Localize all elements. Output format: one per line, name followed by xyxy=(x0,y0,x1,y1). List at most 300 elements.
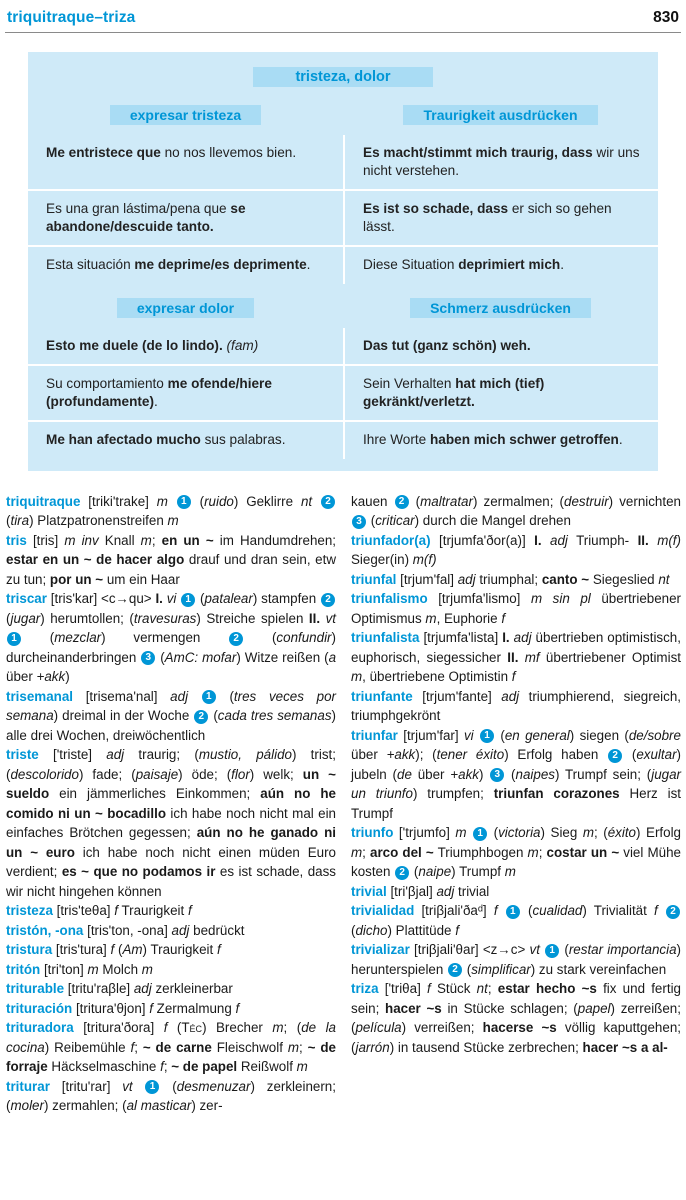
text-run: vt xyxy=(122,1078,133,1094)
text-run: ; xyxy=(151,532,162,548)
text-run: übertriebener Optimist xyxy=(539,649,681,665)
sense-number: 1 xyxy=(7,632,21,646)
text-run: ) Witze reißen ( xyxy=(236,649,329,665)
text-run: nt xyxy=(476,981,488,996)
text-run: adj xyxy=(170,688,189,704)
example-row xyxy=(28,135,658,189)
text-run: ) Reibemühle xyxy=(44,1039,131,1055)
spanish-example xyxy=(28,420,343,459)
text-run: m xyxy=(140,532,152,548)
sense-number: 2 xyxy=(395,495,409,509)
text-run: adj xyxy=(436,883,455,899)
text-run: jugar un triunfo xyxy=(351,766,681,801)
entry-continuation xyxy=(351,492,681,531)
text-run: vt xyxy=(529,942,540,957)
text-run: +akk xyxy=(450,766,479,782)
text-run: f xyxy=(163,1020,168,1035)
text-run: se abandone/descuide tanto. xyxy=(46,201,246,234)
text-run: Zermalmung xyxy=(152,1000,236,1016)
german-example xyxy=(343,245,658,284)
text-run: Téc xyxy=(181,1020,203,1035)
text-run: +akk xyxy=(386,747,416,762)
text-run: übertrieben optimistisch, euphorisch, siegessicher xyxy=(351,630,681,665)
text-run: in Stücke schlagen; ( xyxy=(441,1000,578,1016)
text-run: confundir xyxy=(276,630,332,645)
sense-number: 1 xyxy=(145,1080,159,1094)
text-run: ( xyxy=(488,825,499,840)
text-run: ; xyxy=(487,981,498,996)
text-run: Esto me duele (de lo lindo). xyxy=(46,337,223,353)
text-run: +akk xyxy=(36,669,66,684)
text-run: m sin pl xyxy=(530,591,591,606)
text-run: ~ de carne xyxy=(142,1039,212,1055)
text-run: m xyxy=(287,1039,300,1055)
text-run: ( xyxy=(216,688,234,704)
text-run: ( xyxy=(191,493,205,509)
text-run: ) Trivialität xyxy=(582,903,655,918)
text-run: m xyxy=(582,825,594,840)
german-example xyxy=(343,135,658,189)
text-run: ) siegen ( xyxy=(569,727,629,743)
text-run: ) Sieg xyxy=(540,825,583,840)
text-run: f xyxy=(235,1000,240,1016)
text-run: ich habe noch nicht einen müden Euro verdient; xyxy=(6,844,337,879)
text-run: en general xyxy=(504,727,570,743)
text-run: m xyxy=(167,513,179,528)
text-run: canto ~ xyxy=(541,571,590,587)
text-run: [tris] xyxy=(26,532,65,548)
header-cell xyxy=(343,298,658,318)
text-run: Molch xyxy=(98,961,142,977)
sense-number: 2 xyxy=(321,593,335,607)
text-run: ) dreimal in der Woche xyxy=(53,708,194,723)
headword: tris xyxy=(6,532,27,548)
text-run: adj xyxy=(457,571,476,587)
sense-number: 3 xyxy=(352,515,366,529)
text-run: Am xyxy=(122,942,143,957)
text-run: ) zermalmen; ( xyxy=(472,493,565,509)
page-header xyxy=(0,0,686,32)
text-run: criticar xyxy=(375,513,415,528)
text-run: übertriebener Optimismus xyxy=(351,591,682,626)
text-run: Esta situación xyxy=(46,257,135,272)
column-left xyxy=(6,492,336,1116)
spanish-example xyxy=(28,189,343,245)
text-run: aún no he comido ni un ~ bocadillo xyxy=(6,786,337,821)
text-run: ) herumtollen; ( xyxy=(40,610,134,626)
text-run: me ofende/hiere (profundamente) xyxy=(46,376,272,409)
dictionary-entry xyxy=(351,901,681,940)
text-run: en un ~ xyxy=(161,532,214,548)
text-run: Häckselmaschine xyxy=(47,1059,161,1074)
text-run: ) Streiche spielen xyxy=(196,610,309,626)
headword: triturar xyxy=(6,1078,50,1094)
text-run: I. xyxy=(155,591,163,606)
usage-infobox xyxy=(28,52,658,471)
text-run: vi xyxy=(463,727,474,743)
text-run: haben mich schwer getroffen xyxy=(430,432,619,447)
text-run: m xyxy=(296,1059,308,1074)
text-run: ruido xyxy=(204,493,234,509)
text-run: m xyxy=(455,825,467,840)
text-run: adj xyxy=(171,922,190,938)
text-run: vi xyxy=(166,591,177,606)
dictionary-entry xyxy=(6,979,336,999)
sense-number: 1 xyxy=(177,495,191,509)
text-run: hacer ~s xyxy=(385,1000,442,1016)
text-run: adj xyxy=(550,532,568,548)
text-run: mustio, pálido xyxy=(198,747,292,762)
text-run: f xyxy=(149,1000,153,1016)
text-run: adj xyxy=(106,747,125,762)
text-run: ; ( xyxy=(283,1020,302,1035)
german-section-header: Schmerz ausdrücken xyxy=(410,298,591,318)
text-run: tres veces por semana xyxy=(6,688,336,723)
text-run xyxy=(168,494,176,509)
dictionary-entry xyxy=(351,628,681,687)
german-example xyxy=(343,328,658,365)
text-run: Es macht/stimmt mich traurig, dass xyxy=(363,145,593,160)
text-run: nt xyxy=(658,571,670,587)
text-run: por un ~ xyxy=(49,571,104,587)
text-run: ( xyxy=(6,610,11,626)
text-run: Ihre Worte xyxy=(363,432,430,447)
headword: triste xyxy=(6,747,39,762)
dictionary-entry xyxy=(351,882,681,902)
dictionary-entry xyxy=(351,589,681,628)
text-run: arco del ~ xyxy=(370,844,434,860)
example-row xyxy=(28,364,658,420)
headword: trisemanal xyxy=(6,688,73,704)
text-run: ['triste] xyxy=(38,747,107,762)
text-run: Knall xyxy=(98,532,141,548)
headword: tristeza xyxy=(6,903,53,918)
dictionary-entry xyxy=(6,687,336,746)
text-run: ) Trumpf sein; ( xyxy=(554,766,652,782)
dictionary-entry xyxy=(351,979,681,1057)
text-run: [tris'ton, -ona] xyxy=(83,922,172,938)
text-run xyxy=(658,903,665,918)
text-run: al masticar xyxy=(126,1098,192,1113)
infobox-title: tristeza, dolor xyxy=(253,67,432,87)
text-run: de la cocina xyxy=(6,1020,336,1055)
spanish-example xyxy=(28,135,343,189)
text-run: f xyxy=(160,1059,164,1074)
text-run: ( xyxy=(156,649,165,665)
text-run: ( xyxy=(623,747,637,762)
text-run xyxy=(312,494,320,509)
headword: triunfalismo xyxy=(351,591,428,606)
text-run: über xyxy=(411,766,451,782)
text-run: paisaje xyxy=(135,766,179,782)
text-run: m(f) xyxy=(412,552,437,567)
text-run: . xyxy=(560,257,564,272)
text-run: , übertriebene Optimistin xyxy=(362,669,512,684)
text-run: travesuras xyxy=(133,610,197,626)
example-row xyxy=(28,328,658,365)
text-run: II. xyxy=(507,649,519,665)
text-run: . xyxy=(306,257,311,272)
headword: triunfo xyxy=(351,825,394,840)
text-run: völlig kaputtgehen; ( xyxy=(351,1020,681,1055)
text-run: m xyxy=(87,961,99,977)
text-run: Traurigkeit xyxy=(117,903,188,918)
text-run: ( xyxy=(167,1020,182,1035)
headword: tritón xyxy=(6,961,41,977)
headword: trivializar xyxy=(351,942,410,957)
text-run: exultar xyxy=(636,747,677,762)
text-run: ( xyxy=(6,513,11,528)
text-run: f xyxy=(187,903,192,918)
text-run: f xyxy=(216,942,221,957)
text-run: . xyxy=(618,432,623,447)
text-run: ) vermengen xyxy=(101,630,229,645)
text-run: [tris'tura] xyxy=(52,942,111,957)
text-run: [trjum'fante] xyxy=(412,688,502,704)
sense-number: 2 xyxy=(194,710,208,724)
text-run: ) fade; ( xyxy=(78,766,136,782)
text-run: ~ de forraje xyxy=(6,1039,336,1074)
text-run: a xyxy=(328,649,337,665)
text-run: [tritu'raβle] xyxy=(64,981,134,996)
text-run: ) Traurigkeit xyxy=(142,942,217,957)
text-run: m xyxy=(351,669,363,684)
spanish-section-header: expresar tristeza xyxy=(110,105,261,125)
text-run: adj xyxy=(501,688,520,704)
text-run: ( xyxy=(114,942,123,957)
text-run: simplificar xyxy=(471,961,531,977)
text-run: cada tres semanas xyxy=(217,708,332,723)
text-run: I. xyxy=(502,630,510,645)
german-example xyxy=(343,364,658,420)
text-run: ( xyxy=(22,630,55,645)
text-run: [triki'trake] xyxy=(80,493,157,509)
text-run: [tritu'rar] xyxy=(49,1078,123,1094)
text-run: ) zerkleinern; ( xyxy=(6,1078,336,1113)
text-run: jarrón xyxy=(355,1039,390,1055)
text-run: II. xyxy=(637,532,649,548)
headword: triunfar xyxy=(351,727,398,743)
headword: triunfalista xyxy=(351,630,420,645)
text-run: descolorido xyxy=(10,766,79,782)
spanish-example xyxy=(28,245,343,284)
sense-number: 1 xyxy=(545,944,559,958)
text-run: aún no he ganado ni un ~ euro xyxy=(6,825,337,860)
text-run xyxy=(467,825,473,840)
dictionary-entry xyxy=(6,492,336,531)
text-run: sus palabras. xyxy=(200,432,286,447)
text-run: Das tut (ganz schön) weh. xyxy=(363,337,531,353)
text-run: ; xyxy=(538,844,547,860)
header-cell xyxy=(343,105,658,125)
text-run: cualidad xyxy=(532,903,583,918)
text-run: ( xyxy=(410,864,419,879)
text-run: f xyxy=(501,610,506,626)
text-run: patalear xyxy=(204,591,253,606)
text-run: Sieger(in) xyxy=(351,552,413,567)
text-run xyxy=(188,689,201,704)
text-run: me deprime/es deprimente xyxy=(134,257,307,272)
text-run: um ein Haar xyxy=(103,571,180,587)
text-run: ) durcheinanderbringen xyxy=(6,630,336,665)
headword: triunfador(a) xyxy=(351,532,431,548)
text-run: Es ist so schade, dass xyxy=(363,201,509,216)
text-run: f xyxy=(654,903,658,918)
dictionary-entry xyxy=(6,999,336,1019)
spanish-example xyxy=(28,328,343,365)
text-run: [tris'kar] <c→qu> xyxy=(46,591,156,606)
text-run: ) Erfolg xyxy=(636,825,681,840)
sense-number: 1 xyxy=(181,593,195,607)
text-run: destruir xyxy=(564,493,609,509)
text-run: dicho xyxy=(355,922,388,938)
headword: triturable xyxy=(6,981,65,996)
sense-number: 3 xyxy=(141,651,155,665)
text-run: über xyxy=(351,747,387,762)
headword: triscar xyxy=(6,591,47,606)
text-run xyxy=(474,728,479,743)
text-run xyxy=(540,942,544,957)
text-run: ~ de papel xyxy=(171,1059,238,1074)
german-example xyxy=(343,189,658,245)
text-run: jugar xyxy=(10,610,41,626)
text-run: Es una gran lástima/pena que xyxy=(46,201,231,216)
dictionary-entry xyxy=(351,823,681,882)
headword: triunfal xyxy=(351,571,397,587)
text-run: ( xyxy=(520,903,533,918)
text-run: [trisema'nal] xyxy=(73,688,171,704)
text-run: película xyxy=(355,1020,402,1035)
text-run: f xyxy=(455,922,459,938)
text-run: er sich so gehen lässt. xyxy=(363,201,612,234)
text-run: drauf und dran sein, etw zu tun; xyxy=(6,552,336,587)
text-run: fix und fertig sein; xyxy=(351,981,681,1016)
text-run: m xyxy=(527,844,539,860)
text-run: ( xyxy=(463,961,472,977)
text-run: ( xyxy=(209,708,218,723)
dictionary-entry xyxy=(6,1018,336,1077)
text-run: [tritura'ðora] xyxy=(73,1020,164,1035)
text-run: f xyxy=(511,669,516,684)
text-run: kauen xyxy=(351,493,394,509)
sense-number: 2 xyxy=(666,905,680,919)
headword: triquitraque xyxy=(6,493,81,509)
text-run: Me entristece que xyxy=(46,145,161,160)
text-run: ) Brecher xyxy=(202,1020,273,1035)
text-run: [trjumfa'lista] xyxy=(419,630,503,645)
text-run: ( xyxy=(409,493,421,509)
spanish-example xyxy=(28,364,343,420)
text-run: Diese Situation xyxy=(363,257,459,272)
text-run: tira xyxy=(10,513,30,528)
page-number: 830 xyxy=(653,9,679,26)
text-run: ) verreißen; xyxy=(401,1020,483,1035)
sense-number: 2 xyxy=(395,866,409,880)
text-run: zerkleinerbar xyxy=(151,981,233,996)
text-run: m xyxy=(425,610,437,626)
text-run: ; xyxy=(163,1059,172,1074)
dictionary-entry xyxy=(351,726,681,824)
text-run: bedrückt xyxy=(189,922,245,938)
headword: triza xyxy=(351,981,379,996)
headword: trivial xyxy=(351,883,387,899)
dictionary-entry xyxy=(6,531,336,590)
text-run: de xyxy=(397,766,412,782)
dictionary-entry xyxy=(351,687,681,726)
text-run xyxy=(649,533,657,548)
text-run: mezclar xyxy=(54,630,102,645)
text-run: [tri'ton] xyxy=(40,961,88,977)
text-run: ) alle drei Wochen, dreiwöchentlich xyxy=(6,708,336,743)
text-run: ( xyxy=(495,727,505,743)
text-run: papel xyxy=(577,1000,611,1016)
text-run: victoria xyxy=(498,825,541,840)
text-run: . xyxy=(154,393,158,409)
text-run: Triumph- xyxy=(567,532,638,548)
infobox-title-row xyxy=(28,67,658,87)
text-run: f xyxy=(130,1039,135,1055)
text-run: Fleischwolf xyxy=(211,1039,288,1055)
text-run: triunfan corazones xyxy=(493,786,620,801)
text-run: es ist schade, dass wir nicht hingehen können xyxy=(6,864,336,899)
text-run: m xyxy=(351,844,363,860)
text-run: ( xyxy=(505,766,516,782)
text-run: ) in tausend Stücke zerbrechen; xyxy=(389,1039,583,1055)
text-run: naipes xyxy=(515,766,555,782)
sense-number: 2 xyxy=(229,632,243,646)
text-run: ( xyxy=(244,630,277,645)
dictionary-entry xyxy=(6,745,336,901)
text-run: ) zu stark vereinfachen xyxy=(530,961,667,977)
text-run xyxy=(542,533,550,548)
text-run: [tritura'θjon] xyxy=(72,1000,150,1016)
headword: trituradora xyxy=(6,1020,74,1035)
text-run: f xyxy=(114,903,118,918)
text-run: ['triθa] xyxy=(378,981,427,996)
text-run: ich habe noch nicht mal ein einfaches Brötchen gegessen; xyxy=(6,805,336,840)
text-run: AmC: mofar xyxy=(164,649,237,665)
headword: tristón, -ona xyxy=(6,922,84,938)
box-section-headers xyxy=(28,284,658,328)
text-run: f xyxy=(493,903,498,918)
text-run: m xyxy=(156,493,168,509)
text-run xyxy=(498,903,505,918)
dictionary-entry xyxy=(351,531,681,570)
text-run: ; xyxy=(362,844,370,860)
text-run: ; xyxy=(134,1039,143,1055)
text-run: mf xyxy=(524,649,540,665)
text-run: vt xyxy=(325,610,336,626)
text-run: ) Erfolg haben xyxy=(504,747,608,762)
text-run: de/sobre xyxy=(628,727,681,743)
text-run: ( xyxy=(560,942,569,957)
text-run: [triβjali'ðaᵈ] xyxy=(414,903,494,918)
text-run: II. xyxy=(308,610,321,626)
text-run: triumphal; xyxy=(475,571,542,587)
text-run: im Handumdrehen; xyxy=(213,532,337,548)
column-right xyxy=(351,492,681,1116)
dictionary-entry xyxy=(6,901,336,921)
text-run: un ~ sueldo xyxy=(6,766,336,801)
sense-number: 2 xyxy=(608,749,622,763)
text-run: costar un ~ xyxy=(546,844,620,860)
text-run: ) zer- xyxy=(191,1098,223,1113)
text-run: Reißwolf xyxy=(237,1059,297,1074)
text-run: [trjumfa'ðor(a)] xyxy=(430,532,535,548)
sense-number: 2 xyxy=(448,963,462,977)
text-run: hat mich (tief) gekränkt/verletzt. xyxy=(363,376,545,409)
text-run: ) Geklirre xyxy=(233,493,301,509)
